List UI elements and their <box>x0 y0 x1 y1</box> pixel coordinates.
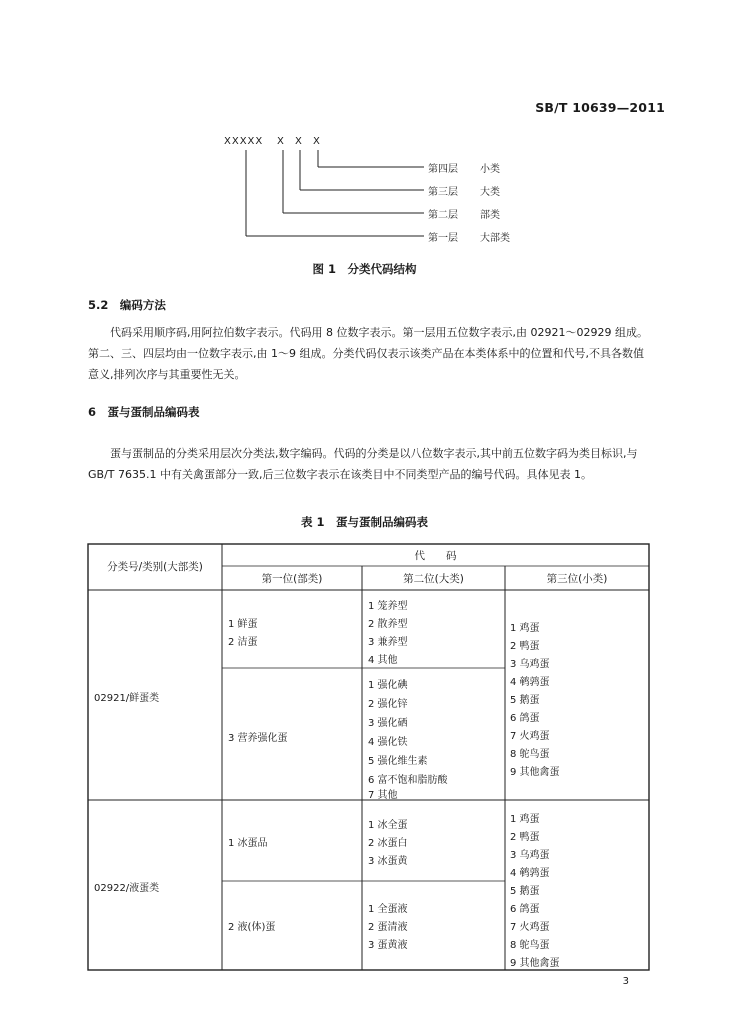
second-digit-item: 1 全蛋液 <box>368 904 408 915</box>
first-digit-item: 1 鲜蛋 <box>228 619 258 630</box>
third-digit-item: 8 鸵鸟蛋 <box>510 749 550 760</box>
level-4-name: 小类 <box>480 164 500 175</box>
second-digit-item: 2 强化锌 <box>368 699 408 710</box>
first-digit-item: 2 洁蛋 <box>228 637 258 648</box>
second-digit-item: 3 冰蛋黄 <box>368 856 408 867</box>
third-digit-item: 9 其他禽蛋 <box>510 767 560 778</box>
second-digit-item: 2 冰蛋白 <box>368 838 408 849</box>
third-digit-item: 7 火鸡蛋 <box>510 731 550 742</box>
page-number: 3 <box>622 976 629 987</box>
figure-caption: 图 1 分类代码结构 <box>312 262 417 276</box>
second-digit-item: 1 冰全蛋 <box>368 820 408 831</box>
third-digit-item: 1 鸡蛋 <box>510 814 540 825</box>
second-digit-item: 3 兼养型 <box>368 637 408 648</box>
third-digit-item: 5 鹅蛋 <box>510 886 540 897</box>
header-category: 分类号/类别(大部类) <box>107 561 203 573</box>
level-3-name: 大类 <box>480 187 500 198</box>
section-5-2-heading: 5.2 编码方法 <box>88 298 166 312</box>
third-digit-item: 6 鸽蛋 <box>510 713 540 724</box>
second-digit-item: 1 笼养型 <box>368 601 408 612</box>
section-6-heading: 6 蛋与蛋制品编码表 <box>88 405 200 419</box>
header-second: 第二位(大类) <box>403 573 464 585</box>
second-digit-item: 3 强化硒 <box>368 718 408 729</box>
second-digit-item: 1 强化碘 <box>368 680 408 691</box>
table-caption: 表 1 蛋与蛋制品编码表 <box>300 515 428 529</box>
header-first: 第一位(部类) <box>261 573 323 585</box>
third-digit-item: 2 鸭蛋 <box>510 641 540 652</box>
section-5-2-paragraph: 代码采用顺序码,用阿拉伯数字表示。代码用 8 位数字表示。第一层用五位数字表示,由 02921～02929 组成。第二、三、四层均由一位数字表示,由 1～9 组成。分类代码仅表示该类产品在本类体系中的位置和代号,不具各数值意义,排列次序与其重要性无关。 <box>88 326 648 381</box>
second-digit-item: 3 蛋黄液 <box>368 940 408 951</box>
level-3-label: 第三层 <box>428 187 458 198</box>
level-1-name: 大部类 <box>480 233 510 244</box>
category-cell: 02921/鲜蛋类 <box>94 693 160 704</box>
second-digit-item: 7 其他 <box>368 790 398 801</box>
third-digit-item: 3 乌鸡蛋 <box>510 850 550 861</box>
first-digit-item: 1 冰蛋品 <box>228 838 268 849</box>
third-digit-item: 4 鹌鹑蛋 <box>510 868 550 879</box>
standard-number: SB/T 10639—2011 <box>535 100 665 115</box>
third-digit-item: 9 其他禽蛋 <box>510 958 560 969</box>
second-digit-item: 6 富不饱和脂肪酸 <box>368 775 448 786</box>
third-digit-item: 2 鸭蛋 <box>510 832 540 843</box>
second-digit-item: 2 散养型 <box>368 619 408 630</box>
second-digit-item: 4 强化铁 <box>368 737 408 748</box>
second-digit-item: 2 蛋清液 <box>368 922 408 933</box>
second-digit-item: 4 其他 <box>368 655 398 666</box>
third-digit-item: 7 火鸡蛋 <box>510 922 550 933</box>
level-2-label: 第二层 <box>428 210 458 221</box>
level-2-name: 部类 <box>480 210 500 221</box>
third-digit-item: 8 鸵鸟蛋 <box>510 940 550 951</box>
level-1-label: 第一层 <box>428 233 458 244</box>
code-placeholder-3: X <box>295 136 302 147</box>
third-digit-item: 6 鸽蛋 <box>510 904 540 915</box>
third-digit-item: 4 鹌鹑蛋 <box>510 677 550 688</box>
third-digit-item: 3 乌鸡蛋 <box>510 659 550 670</box>
third-digit-item: 5 鹅蛋 <box>510 695 540 706</box>
code-placeholder-4: X <box>313 136 320 147</box>
first-digit-item: 3 营养强化蛋 <box>228 733 288 744</box>
code-placeholder-main: XXXXX <box>224 136 264 147</box>
header-third: 第三位(小类) <box>546 573 608 585</box>
first-digit-item: 2 液(体)蛋 <box>228 922 276 933</box>
second-digit-item: 5 强化维生素 <box>368 756 428 767</box>
category-cell: 02922/液蛋类 <box>94 883 160 894</box>
header-code: 代 码 <box>414 550 457 562</box>
third-digit-item: 1 鸡蛋 <box>510 623 540 634</box>
level-4-label: 第四层 <box>428 164 458 175</box>
section-6-paragraph: 蛋与蛋制品的分类采用层次分类法,数字编码。代码的分类是以八位数字表示,其中前五位数字码为类目标识,与 GB/T 7635.1 中有关禽蛋部分一致,后三位数字表示在该类目中不同类型产品的编号代码。具体见表 1。 <box>88 447 638 481</box>
code-placeholder-2: X <box>277 136 284 147</box>
